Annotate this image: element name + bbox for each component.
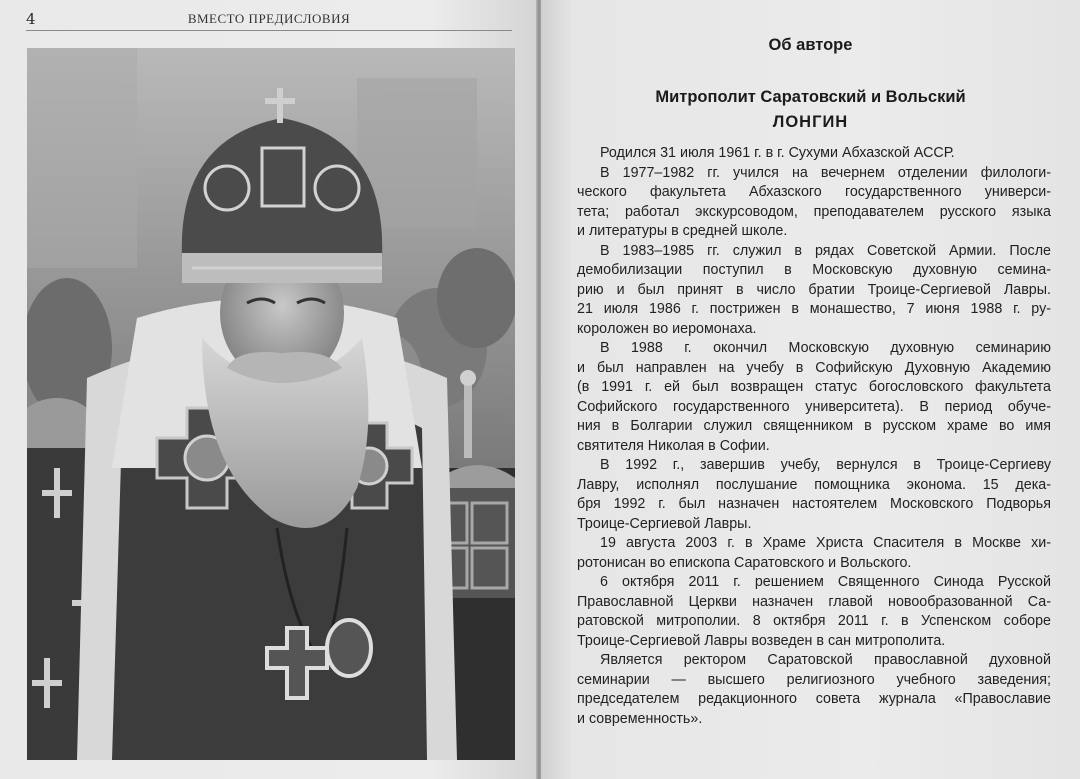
text-line: и современность».	[577, 710, 703, 727]
text-line: В 1988 г. окончил Московскую духовную семинарию	[600, 340, 1051, 356]
page-number: 4	[26, 10, 36, 28]
text-line: бря 1992 г. был назначен настоятелем Московского Подворья	[577, 496, 1051, 512]
running-head: ВМЕСТО ПРЕДИСЛОВИЯ	[187, 11, 351, 26]
text-line: Троице-Сергиевой Лавры возведен в сан митрополита.	[577, 632, 946, 649]
text-line: святителя Николая в Софии.	[577, 437, 770, 454]
text-line: Является ректором Саратовской православной духовной	[600, 652, 1051, 668]
right-page	[541, 0, 1080, 779]
text-line: 19 августа 2003 г. в Храме Христа Спасителя в Москве хи-	[600, 535, 1051, 551]
section-title: Об авторе	[768, 36, 853, 54]
left-page	[0, 0, 538, 779]
text-line: ротонисан во епископа Саратовского и Вольского.	[577, 554, 912, 571]
text-line: семинарии — высшего религиозного учебного заведения;	[577, 671, 1051, 688]
text-line: В 1992 г., завершив учебу, вернулся в Троице-Сергиеву	[600, 457, 1051, 473]
text-line: рию и был принят в число братии Троице-Сергиевой Лавры.	[577, 281, 1051, 298]
text-line: ния в Болгарии служил священником в русском храме во имя	[577, 418, 1051, 434]
text-line: и был направлен на учебу в Софийскую Духовную Академию	[577, 359, 1051, 376]
text-line: В 1983–1985 гг. служил в рядах Советской Армии. После	[600, 242, 1051, 259]
text-line: (в 1991 г. ей был возвращен статус богословского факультета	[577, 379, 1051, 395]
text-line: Троице-Сергиевой Лавры.	[577, 515, 752, 532]
text-line: ческого факультета Абхазского государственного универси-	[577, 184, 1051, 200]
text-line: тета; работал экскурсоводом, преподавателем русского языка	[577, 203, 1051, 220]
text-line: демобилизации поступил в Московскую духовную семина-	[577, 262, 1051, 278]
text-line: 21 июля 1986 г. пострижен в монашество, 7 июня 1988 г. ру-	[577, 301, 1051, 317]
page-header	[26, 8, 512, 31]
text-line: Православной Церкви назначен главой новообразованной Са-	[577, 593, 1051, 610]
text-line: Лавру, исполнял послушание помощника эконома. 15 дека-	[577, 476, 1051, 493]
text-line: и литературы в средней школе.	[577, 223, 788, 239]
text-line: 6 октября 2011 г. решением Священного Синода Русской	[600, 574, 1051, 590]
biography-text	[577, 144, 1051, 729]
author-title-line: Митрополит Саратовский и Вольский	[655, 88, 966, 106]
text-line: кopoложен во иеромонаха.	[577, 320, 757, 337]
text-line: В 1977–1982 гг. учился на вечернем отделении филологи-	[600, 164, 1051, 181]
portrait-illustration	[27, 48, 515, 760]
text-line: Родился 31 июля 1961 г. в г. Сухуми Абхазской АССР.	[600, 145, 955, 161]
text-line: председателем редакционного совета журнала «Православие	[577, 691, 1051, 707]
text-line: Софийского государственного университета). В период обуче-	[577, 398, 1051, 415]
author-name-line: ЛОНГИН	[772, 113, 849, 131]
portrait-photo	[27, 48, 515, 760]
text-line: ратовской митрополии. 8 октября 2011 г. в Успенском соборе	[577, 613, 1051, 629]
